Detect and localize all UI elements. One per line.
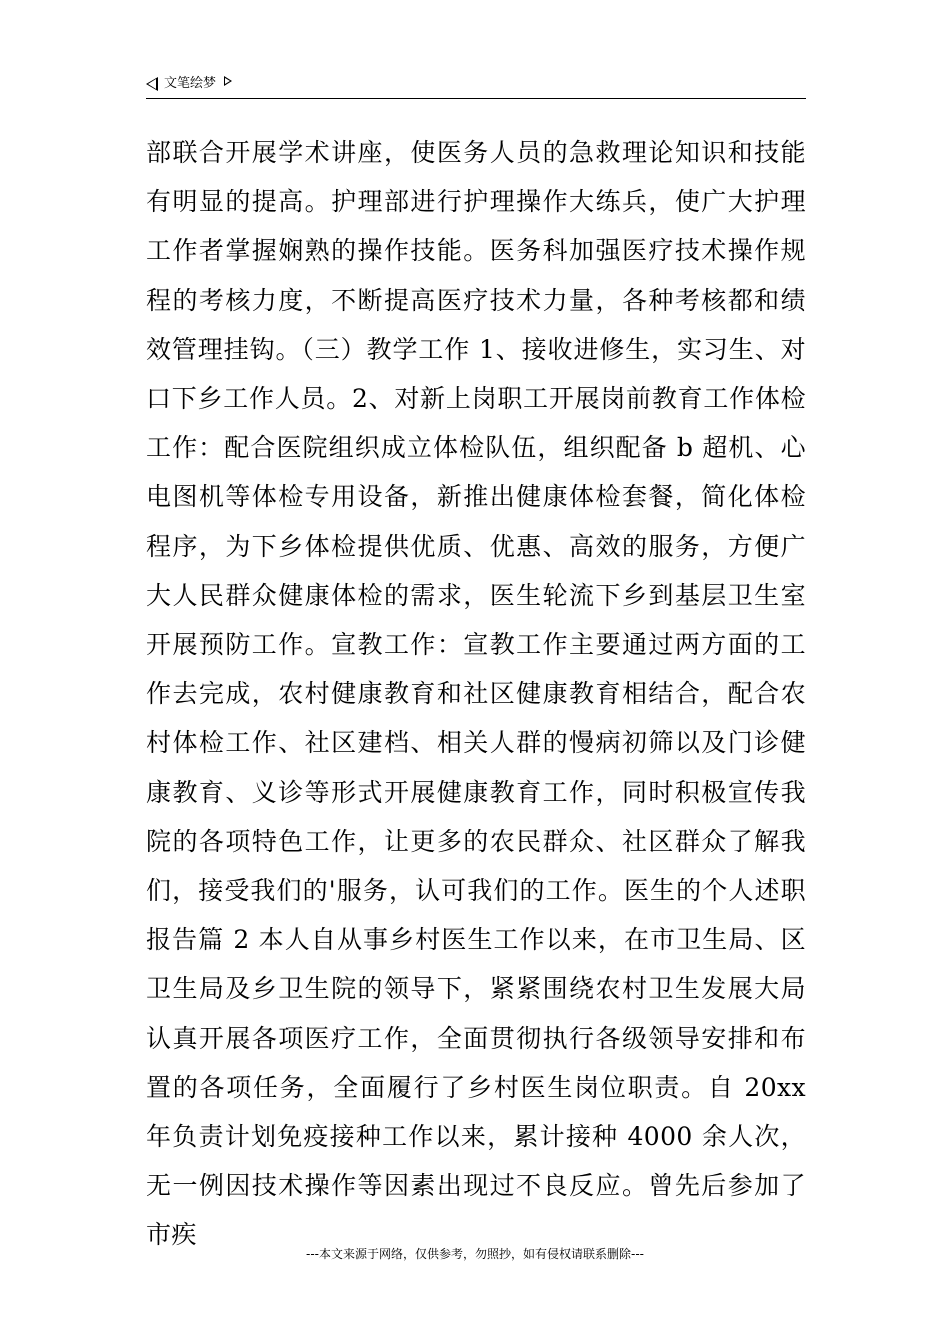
page-header [146,76,806,99]
triangle-right-icon [224,76,232,86]
body-paragraph: 部联合开展学术讲座，使医务人员的急救理论知识和技能有明显的提高。护理部进行护理操作大练兵，使广大护理工作者掌握娴熟的操作技能。医务科加强医疗技术操作规程的考核力度，不断提高医疗技术力量，各种考核都和绩效管理挂钩。（三）教学工作 1、接收进修生，实习生、对口下乡工作人员。2、对新上岗职工开展岗前教育工作体检工作：配合医院组织成立体检队伍，组织配备 b 超机、心电图机等体检专用设备，新推出健康体检套餐，简化体检程序，为下乡体检提供优质、优惠、高效的服务，方便广大人民群众健康体检的需求，医生轮流下乡到基层卫生室开展预防工作。宣教工作：宣教工作主要通过两方面的工作去完成，农村健康教育和社区健康教育相结合，配合农村体检工作、社区建档、相关人群的慢病初筛以及门诊健康教育、义诊等形式开展健康教育工作，同时积极宣传我院的各项特色工作，让更多的农民群众、社区群众了解我们，接受我们的'服务，认可我们的工作。医生的个人述职报告篇 2 本人自从事乡村医生工作以来，在市卫生局、区卫生局及乡卫生院的领导下，紧紧围绕农村卫生发展大局认真开展各项医疗工作，全面贯彻执行各级领导安排和布置的各项任务，全面履行了乡村医生岗位职责。自 20xx 年负责计划免疫接种工作以来，累计接种 4000 余人次，无一例因技术操作等因素出现过不良反应。曾先后参加了市疾 [146,138,806,1250]
header-brand-text: 文笔绘梦 [164,76,217,91]
page-footer: ---本文来源于网络，仅供参考，勿照抄，如有侵权请联系删除--- [306,1247,644,1261]
header-brand [146,76,232,92]
triangle-left-icon [146,77,158,91]
